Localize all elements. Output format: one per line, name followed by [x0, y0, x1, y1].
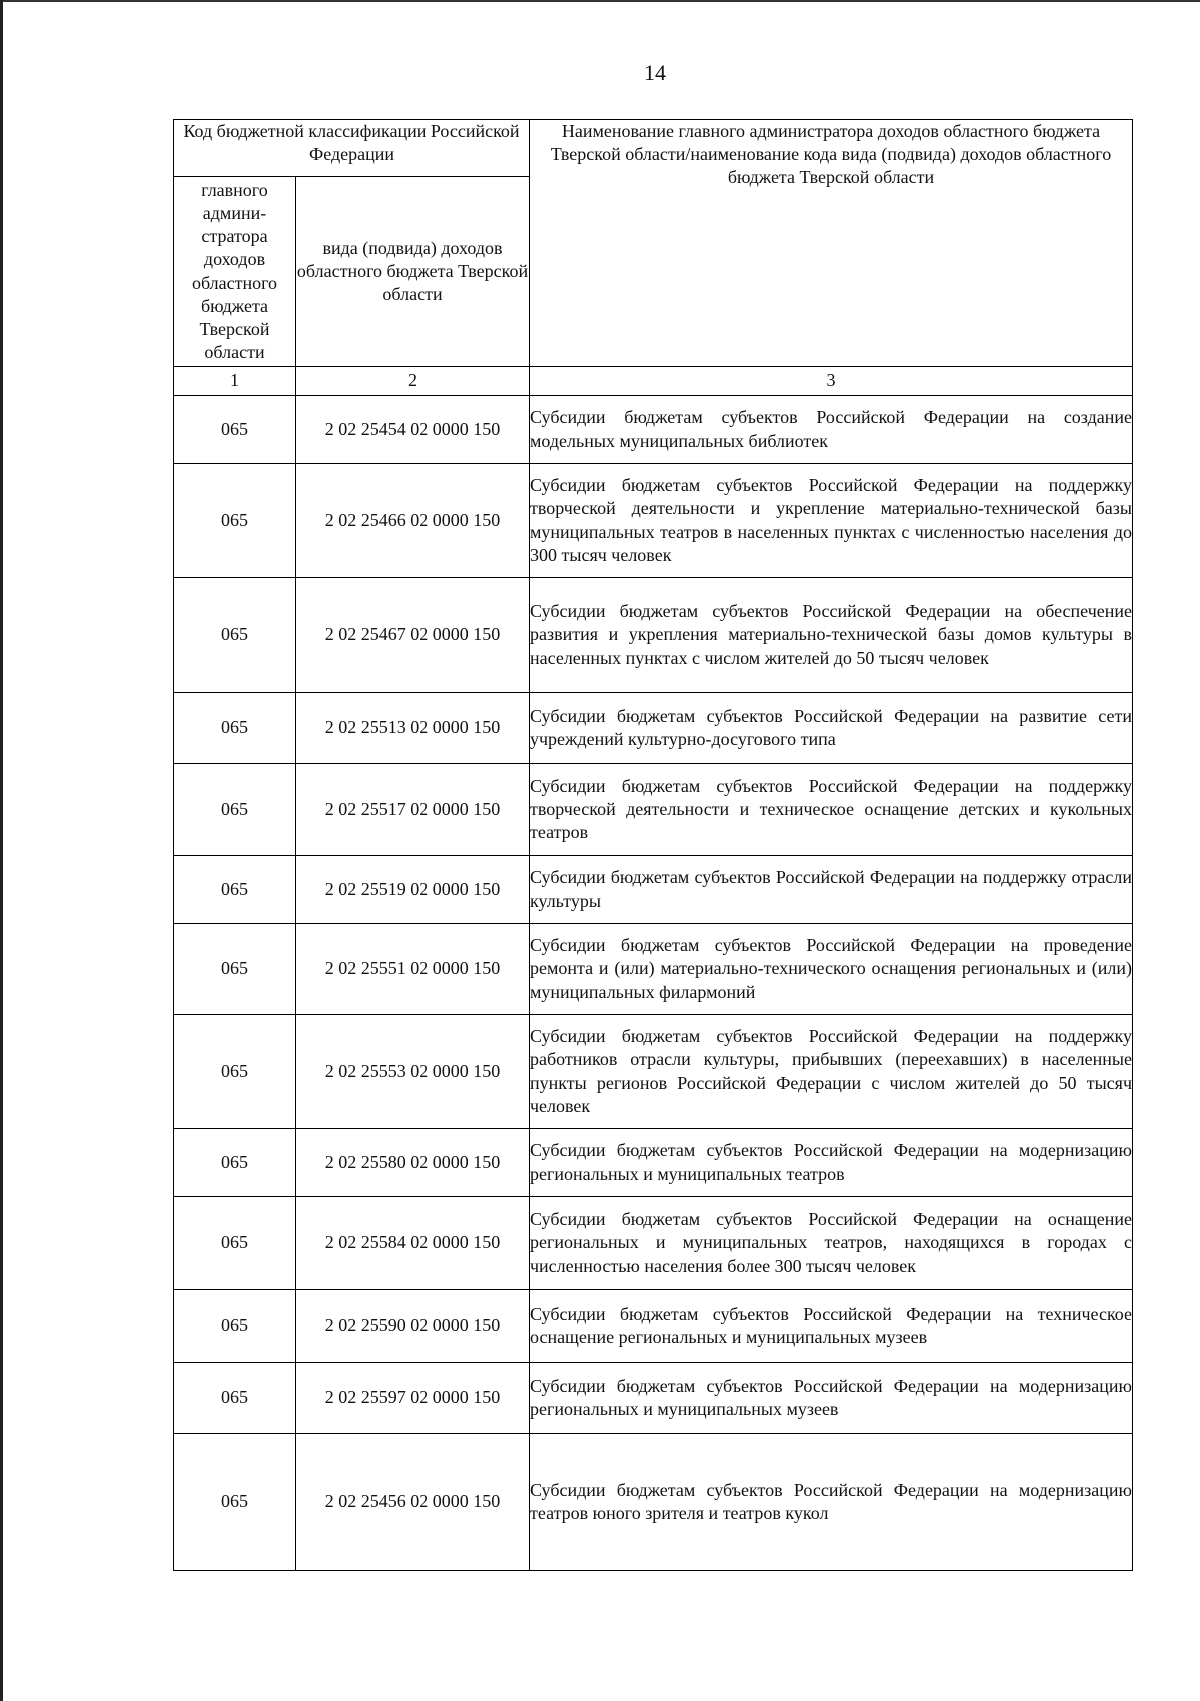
table-row: [174, 1197, 1133, 1290]
table-row: [174, 693, 1133, 764]
table-row: [174, 764, 1133, 856]
revenue-name: Субсидии бюджетам субъектов Российской Федерации на развитие сети учреждений культурно-досугового типа: [530, 693, 1133, 764]
page-number: 14: [644, 60, 666, 85]
scan-edge-top: [0, 0, 1200, 2]
budget-code: 2 02 25454 02 0000 150: [296, 396, 530, 464]
scan-edge-left: [0, 0, 3, 1701]
column-number-3: 3: [530, 367, 1133, 396]
revenue-name: Субсидии бюджетам субъектов Российской Федерации на поддержку работников отрасли культуры, прибывших (переехавших) в населенные пункты регионов Российской Федерации с числом жителей до 50 тысяч человек: [530, 1015, 1133, 1129]
table-row: [174, 396, 1133, 464]
revenue-name: Субсидии бюджетам субъектов Российской Федерации на модернизацию театров юного зрителя и театров кукол: [530, 1434, 1133, 1571]
revenue-name: Субсидии бюджетам субъектов Российской Федерации на оснащение региональных и муниципальных театров, находящихся в городах с численностью населения более 300 тысяч человек: [530, 1197, 1133, 1290]
admin-code: 065: [174, 1197, 296, 1290]
budget-code: 2 02 25513 02 0000 150: [296, 693, 530, 764]
table-row: [174, 924, 1133, 1015]
column-number-2: 2: [296, 367, 530, 396]
table-row: [174, 856, 1133, 924]
header-col1: главного админи-стратора доходов областного бюджета Тверской области: [174, 177, 296, 367]
admin-code: 065: [174, 924, 296, 1015]
revenue-name: Субсидии бюджетам субъектов Российской Федерации на поддержку творческой деятельности и укрепление материально-технической базы муниципальных театров в населенных пунктах с численностью населения до 300 тысяч человек: [530, 464, 1133, 578]
revenue-name: Субсидии бюджетам субъектов Российской Федерации на проведение ремонта и (или) материально-технического оснащения региональных и (или) муниципальных филармоний: [530, 924, 1133, 1015]
budget-code: 2 02 25580 02 0000 150: [296, 1129, 530, 1197]
budget-code: 2 02 25466 02 0000 150: [296, 464, 530, 578]
admin-code: 065: [174, 693, 296, 764]
budget-code: 2 02 25597 02 0000 150: [296, 1363, 530, 1434]
revenue-name: Субсидии бюджетам субъектов Российской Федерации на создание модельных муниципальных библиотек: [530, 396, 1133, 464]
budget-code: 2 02 25467 02 0000 150: [296, 578, 530, 693]
budget-classification-table: [173, 119, 1133, 1571]
admin-code: 065: [174, 1129, 296, 1197]
admin-code: 065: [174, 396, 296, 464]
admin-code: 065: [174, 1290, 296, 1363]
budget-code: 2 02 25553 02 0000 150: [296, 1015, 530, 1129]
admin-code: 065: [174, 464, 296, 578]
revenue-name: Субсидии бюджетам субъектов Российской Федерации на поддержку творческой деятельности и техническое оснащение детских и кукольных театров: [530, 764, 1133, 856]
header-col2: вида (подвида) доходов областного бюджета Тверской области: [296, 177, 530, 367]
table-row: [174, 1015, 1133, 1129]
revenue-name: Субсидии бюджетам субъектов Российской Федерации на модернизацию региональных и муниципальных театров: [530, 1129, 1133, 1197]
admin-code: 065: [174, 578, 296, 693]
table-row: [174, 1363, 1133, 1434]
revenue-name: Субсидии бюджетам субъектов Российской Федерации на поддержку отрасли культуры: [530, 856, 1133, 924]
admin-code: 065: [174, 1363, 296, 1434]
admin-code: 065: [174, 856, 296, 924]
budget-code: 2 02 25456 02 0000 150: [296, 1434, 530, 1571]
budget-code: 2 02 25584 02 0000 150: [296, 1197, 530, 1290]
budget-code: 2 02 25517 02 0000 150: [296, 764, 530, 856]
header-group-label: Код бюджетной классификации Российской Федерации: [174, 120, 530, 177]
revenue-name: Субсидии бюджетам субъектов Российской Федерации на обеспечение развития и укрепления материально-технической базы домов культуры в населенных пунктах с числом жителей до 50 тысяч человек: [530, 578, 1133, 693]
column-number-1: 1: [174, 367, 296, 396]
budget-code: 2 02 25590 02 0000 150: [296, 1290, 530, 1363]
revenue-name: Субсидии бюджетам субъектов Российской Федерации на техническое оснащение региональных и муниципальных музеев: [530, 1290, 1133, 1363]
table-row: [174, 578, 1133, 693]
admin-code: 065: [174, 1434, 296, 1571]
admin-code: 065: [174, 764, 296, 856]
table-row: [174, 464, 1133, 578]
admin-code: 065: [174, 1015, 296, 1129]
table-row: [174, 1129, 1133, 1197]
budget-code: 2 02 25551 02 0000 150: [296, 924, 530, 1015]
budget-code: 2 02 25519 02 0000 150: [296, 856, 530, 924]
table-row: [174, 1290, 1133, 1363]
table-row: [174, 1434, 1133, 1571]
header-col3: Наименование главного администратора доходов областного бюджета Тверской области/наименование кода вида (подвида) доходов областного бюджета Тверской области: [530, 120, 1133, 367]
revenue-name: Субсидии бюджетам субъектов Российской Федерации на модернизацию региональных и муниципальных музеев: [530, 1363, 1133, 1434]
